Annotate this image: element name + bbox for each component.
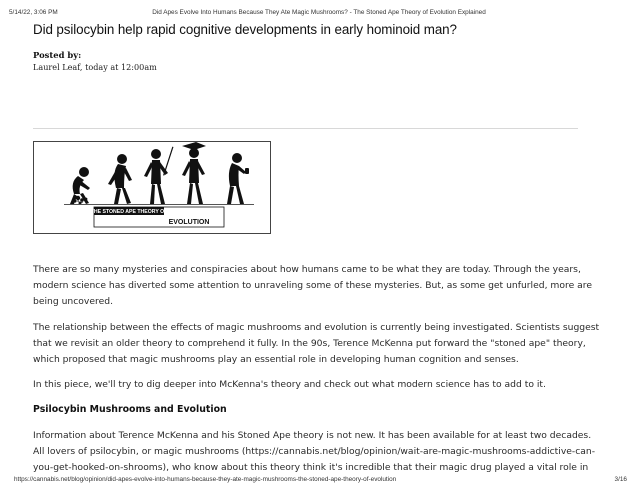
article-headline: Did psilocybin help rapid cognitive developments in early hominoid man?	[33, 22, 457, 37]
article-header	[33, 22, 603, 72]
section-subheading: Psilocybin Mushrooms and Evolution	[33, 404, 227, 416]
paragraph: In this piece, we'll try to dig deeper into McKenna's theory and check out what modern science has to add to it.	[33, 379, 546, 391]
print-page-number: 3/16	[614, 476, 627, 483]
stoned-ape-evolution-illustration	[34, 142, 270, 233]
print-page-title: Did Apes Evolve Into Humans Because They Ate Magic Mushrooms? - The Stoned Ape Theory of Evolution Explained	[152, 9, 486, 16]
posted-by-label: Posted by:	[33, 50, 82, 60]
print-timestamp: 5/14/22, 3:06 PM	[9, 9, 58, 16]
author-and-date: Laurel Leaf, today at 12:00am	[33, 62, 157, 72]
section-divider	[33, 128, 578, 129]
image-caption-line1: THE STONED APE THEORY OF	[90, 209, 168, 216]
image-caption-line2: EVOLUTION	[168, 219, 210, 226]
paragraph: There are so many mysteries and conspiracies about how humans came to be what they are today. Through the years, modern science has diverted some attention to unraveling some of these mysteries. But, as some get unfurled, more are being uncovered.	[33, 264, 593, 308]
print-url: https://cannabis.net/blog/opinion/did-apes-evolve-into-humans-because-they-ate-magic-mushrooms-the-stoned-ape-theory-of-evolution	[14, 476, 397, 483]
paragraph: Information about Terence McKenna and his Stoned Ape theory is not new. It has been available for at least two decades. All lovers of psilocybin, or magic mushrooms (https://cannabis.net/blog/opinion/wait-are-magic-mushrooms-addictive-can-you-get-hooked-on-shrooms), who know about this theory think it's incredible that their magic drug played a vital role in	[33, 429, 596, 474]
paragraph: The relationship between the effects of magic mushrooms and evolution is currently being investigated. Scientists suggest that we revisit an older theory to comprehend it fully. In the 90s, Terence McKenna put forward the "stoned ape" theory, which proposed that magic mushrooms play an essential role in developing human cognition and senses.	[33, 321, 600, 366]
article-featured-image	[33, 141, 271, 234]
article-body	[33, 262, 605, 485]
